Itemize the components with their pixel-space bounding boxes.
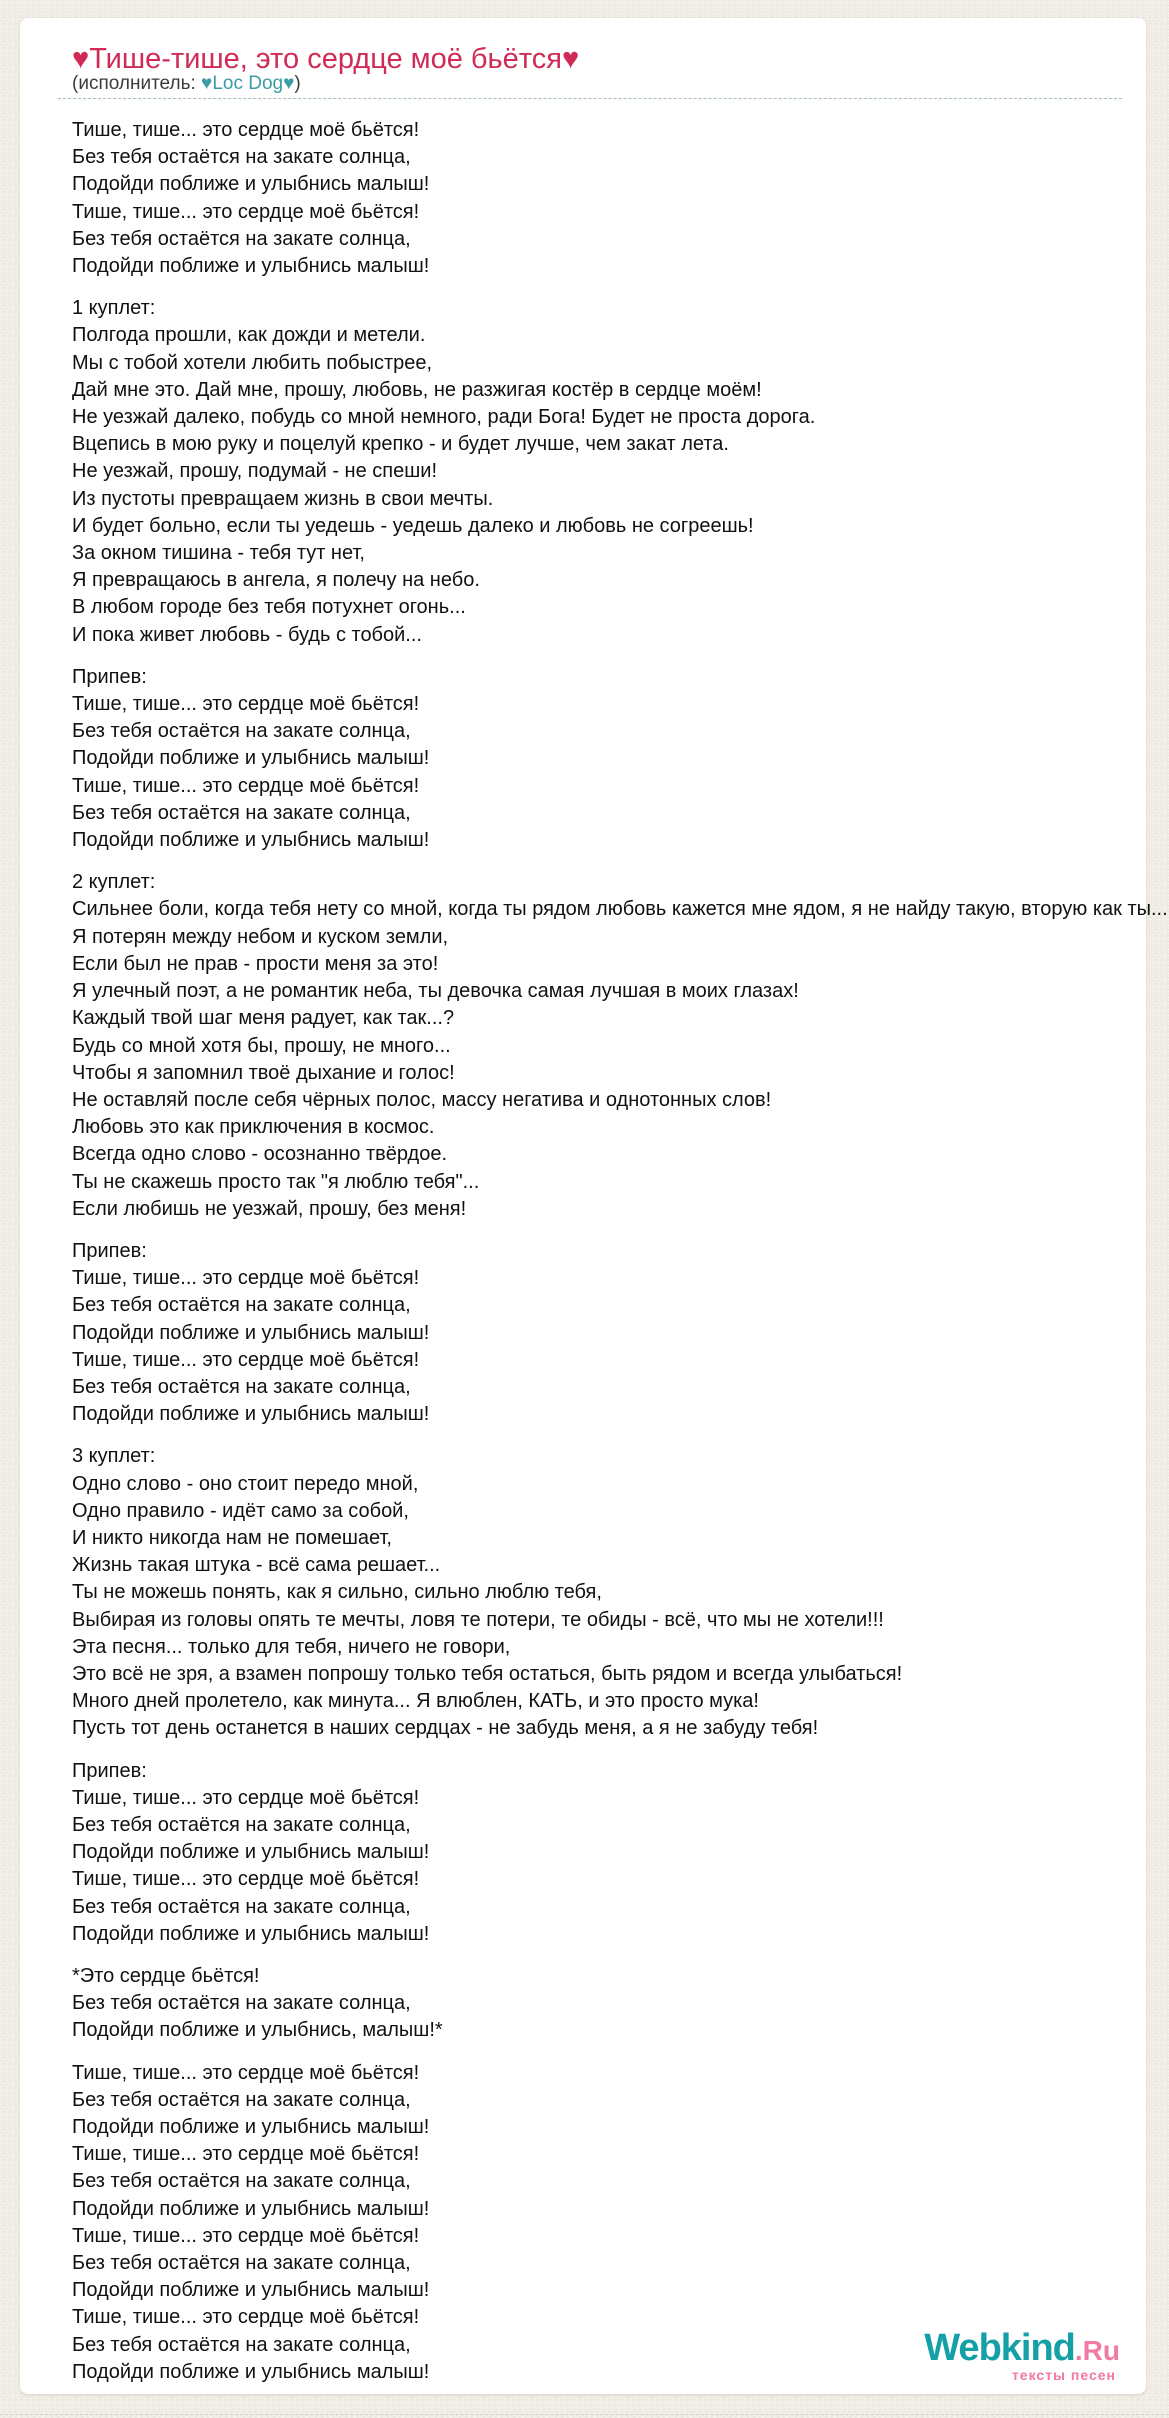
lyric-line: Я улечный поэт, а не романтик неба, ты девочка самая лучшая в моих глазах! — [72, 980, 799, 1003]
lyric-line: Не уезжай, прошу, подумай - не спеши! — [72, 460, 437, 483]
lyric-line: Тише, тише... это сердце моё бьётся! — [72, 200, 420, 223]
lyric-line: Без тебя остаётся на закате солнца, — [72, 2088, 411, 2111]
lyric-line: Из пустоты превращаем жизнь в свои мечты. — [72, 487, 494, 510]
lyric-block — [72, 869, 1168, 1223]
lyric-line: Подойди поближе и улыбнись малыш! — [72, 1403, 430, 1426]
lyric-line: Тише, тише... это сердце моё бьётся! — [72, 1348, 420, 1371]
lyric-line: Много дней пролетело, как минута... Я влюблен, КАТЬ, и это просто мука! — [72, 1690, 759, 1713]
lyric-line: Без тебя остаётся на закате солнца, — [72, 2252, 411, 2275]
lyric-block — [72, 117, 1122, 280]
lyric-line: Без тебя остаётся на закате солнца, — [72, 801, 411, 824]
bottom-dotted-line — [0, 2414, 1169, 2415]
lyric-line: Подойди поближе и улыбнись малыш! — [72, 1321, 430, 1344]
lyric-block — [72, 1443, 1122, 1742]
lyric-line: Подойди поближе и улыбнись малыш! — [72, 2197, 430, 2220]
lyric-line: В любом городе без тебя потухнет огонь... — [72, 596, 466, 619]
lyric-line: 2 куплет: — [72, 871, 156, 894]
lyric-line: Каждый твой шаг меня радует, как так...? — [72, 1007, 455, 1030]
dashed-separator — [58, 98, 1122, 99]
lyric-line: Сильнее боли, когда тебя нету со мной, когда ты рядом любовь кажется мне ядом, я не найду такую, вторую как ты... — [72, 898, 1168, 921]
lyric-line: Подойди поближе и улыбнись, малыш!* — [72, 2019, 443, 2042]
lyric-line: Без тебя остаётся на закате солнца, — [72, 2170, 411, 2193]
lyric-line: Дай мне это. Дай мне, прошу, любовь, не разжигая костёр в сердце моём! — [72, 378, 762, 401]
lyric-line: Мы с тобой хотели любить побыстрее, — [72, 351, 433, 374]
lyric-block — [72, 1758, 1122, 1948]
lyric-line: Без тебя остаётся на закате солнца, — [72, 227, 411, 250]
lyric-line: 1 куплет: — [72, 297, 156, 320]
lyric-line: Тише, тише... это сердце моё бьётся! — [72, 1786, 420, 1809]
lyric-line: Без тебя остаётся на закате солнца, — [72, 146, 411, 169]
lyric-line: Тише, тише... это сердце моё бьётся! — [72, 2061, 420, 2084]
lyric-line: Подойди поближе и улыбнись малыш! — [72, 829, 430, 852]
lyric-line: Ты не скажешь просто так "я люблю тебя"... — [72, 1170, 480, 1193]
lyric-line: Не уезжай далеко, побудь со мной немного, ради Бога! Будет не проста дорога. — [72, 406, 816, 429]
lyric-line: Одно слово - оно стоит передо мной, — [72, 1472, 419, 1495]
lyric-line: Без тебя остаётся на закате солнца, — [72, 1294, 411, 1317]
lyric-line: Одно правило - идёт само за собой, — [72, 1499, 409, 1522]
lyric-line: Любовь это как приключения в космос. — [72, 1116, 435, 1139]
lyric-line: Тише, тише... это сердце моё бьётся! — [72, 693, 420, 716]
page-title: ♥Тише-тише, это сердце моё бьётся♥ — [72, 43, 580, 75]
artist-link[interactable]: ♥Loc Dog♥ — [201, 73, 295, 94]
lyric-block — [72, 295, 1122, 649]
lyric-line: Без тебя остаётся на закате солнца, — [72, 1813, 411, 1836]
lyric-line: Жизнь такая штука - всё сама решает... — [72, 1554, 441, 1577]
lyric-line: Я превращаюсь в ангела, я полечу на небо. — [72, 569, 480, 592]
lyric-block — [72, 664, 1122, 854]
lyric-line: Подойди поближе и улыбнись малыш! — [72, 2116, 430, 2139]
lyric-line: Если был не прав - прости меня за это! — [72, 952, 439, 975]
lyric-line: Будь со мной хотя бы, прошу, не много... — [72, 1034, 451, 1057]
artist-suffix: ) — [294, 73, 301, 94]
lyric-line: Без тебя остаётся на закате солнца, — [72, 720, 411, 743]
lyric-line: Выбирая из головы опять те мечты, ловя те потери, те обиды - всё, что мы не хотели!!! — [72, 1608, 884, 1631]
lyric-line: Припев: — [72, 1239, 147, 1262]
lyric-line: Подойди поближе и улыбнись малыш! — [72, 1841, 430, 1864]
lyric-line: Подойди поближе и улыбнись малыш! — [72, 747, 430, 770]
lyrics-text — [58, 117, 1168, 2386]
lyric-line: Без тебя остаётся на закате солнца, — [72, 2333, 411, 2356]
lyric-line: Ты не можешь понять, как я сильно, сильно люблю тебя, — [72, 1581, 602, 1604]
lyric-line: Тише, тише... это сердце моё бьётся! — [72, 1868, 420, 1891]
lyric-line: За окном тишина - тебя тут нет, — [72, 542, 365, 565]
lyric-line: Без тебя остаётся на закате солнца, — [72, 1375, 411, 1398]
lyric-line: 3 куплет: — [72, 1445, 156, 1468]
artist-line — [58, 74, 1122, 98]
lyric-line: Всегда одно слово - осознанно твёрдое. — [72, 1143, 447, 1166]
lyric-line: Подойди поближе и улыбнись малыш! — [72, 2279, 430, 2302]
lyric-line: Подойди поближе и улыбнись малыш! — [72, 173, 430, 196]
content-panel — [20, 18, 1168, 2394]
lyric-line: Я потерян между небом и куском земли, — [72, 925, 449, 948]
lyric-line: Тише, тише... это сердце моё бьётся! — [72, 2306, 420, 2329]
lyric-line: Не оставляй после себя чёрных полос, массу негатива и однотонных слов! — [72, 1088, 772, 1111]
logo-tagline: тексты песен — [1011, 2367, 1116, 2383]
lyric-line: Подойди поближе и улыбнись малыш! — [72, 2360, 430, 2383]
lyric-block — [72, 1963, 1122, 2045]
logo-ru-text: .Ru — [1074, 2335, 1120, 2366]
logo-webkind-text: Webkind — [924, 2327, 1075, 2369]
lyric-line: Вцепись в мою руку и поцелуй крепко - и будет лучше, чем закат лета. — [72, 433, 729, 456]
lyric-line: Это всё не зря, а взамен попрошу только тебя остаться, быть рядом и всегда улыбаться! — [72, 1662, 903, 1685]
lyric-line: Эта песня... только для тебя, ничего не говори, — [72, 1635, 511, 1658]
lyric-line: Припев: — [72, 665, 147, 688]
lyric-line: Без тебя остаётся на закате солнца, — [72, 1992, 411, 2015]
lyric-line: Тише, тише... это сердце моё бьётся! — [72, 774, 420, 797]
lyric-line: И никто никогда нам не помешает, — [72, 1526, 392, 1549]
lyric-line: Тише, тише... это сердце моё бьётся! — [72, 2143, 420, 2166]
lyric-line: Без тебя остаётся на закате солнца, — [72, 1895, 411, 1918]
lyric-line: Тише, тише... это сердце моё бьётся! — [72, 2224, 420, 2247]
lyric-line: Полгода прошли, как дожди и метели. — [72, 324, 426, 347]
lyric-block — [72, 1238, 1122, 1428]
lyric-line: Припев: — [72, 1759, 147, 1782]
artist-label: (исполнитель: — [72, 73, 202, 94]
lyric-line: Тише, тише... это сердце моё бьётся! — [72, 119, 420, 141]
lyric-line: Подойди поближе и улыбнись малыш! — [72, 255, 430, 278]
lyric-line: *Это сердце бьётся! — [72, 1965, 260, 1987]
lyric-line: И будет больно, если ты уедешь - уедешь далеко и любовь не согреешь! — [72, 514, 754, 537]
lyric-line: И пока живет любовь - будь с тобой... — [72, 623, 422, 646]
webkind-logo[interactable] — [924, 2329, 1120, 2382]
lyric-line: Подойди поближе и улыбнись малыш! — [72, 1922, 430, 1945]
lyric-line: Пусть тот день останется в наших сердцах - не забудь меня, а я не забуду тебя! — [72, 1717, 819, 1740]
lyric-line: Тише, тише... это сердце моё бьётся! — [72, 1267, 420, 1290]
lyric-line: Если любишь не уезжай, прошу, без меня! — [72, 1197, 467, 1220]
lyric-line: Чтобы я запомнил твоё дыхание и голос! — [72, 1061, 455, 1084]
